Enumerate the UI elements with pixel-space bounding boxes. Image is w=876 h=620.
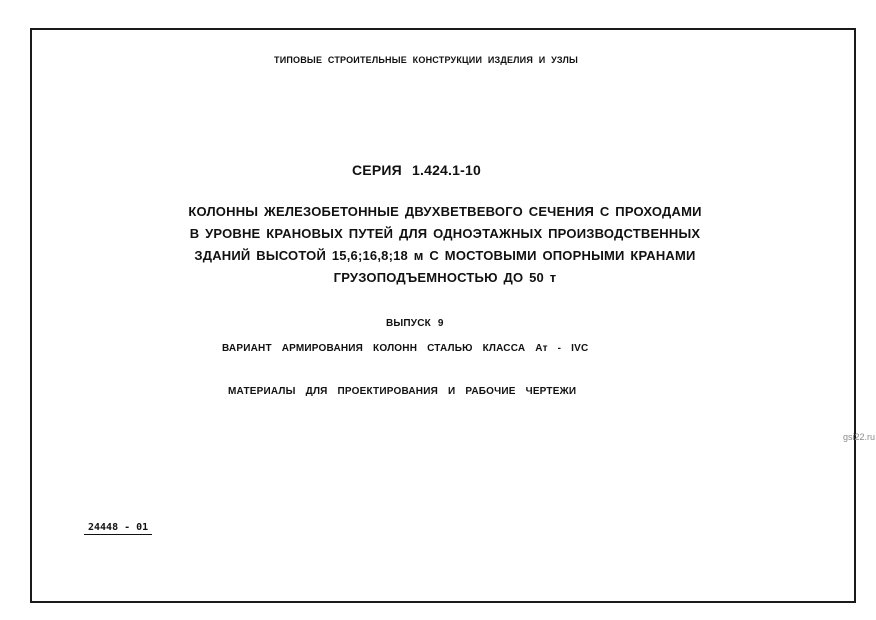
site-watermark: gsi22.ru [843,432,876,442]
title-line-3: ЗДАНИЙ ВЫСОТОЙ 15,6;16,8;18 м С МОСТОВЫМИ ОПОРНЫМИ КРАНАМИ [194,248,696,263]
drawing-frame [30,28,856,603]
issue-number: ВЫПУСК 9 [386,318,444,329]
inventory-code: 24448 - 01 [84,522,152,535]
document-header: ТИПОВЫЕ СТРОИТЕЛЬНЫЕ КОНСТРУКЦИИ ИЗДЕЛИЯ И УЗЛЫ [274,55,579,65]
title-line-2: В УРОВНЕ КРАНОВЫХ ПУТЕЙ ДЛЯ ОДНОЭТАЖНЫХ ПРОИЗВОДСТВЕННЫХ [189,226,701,241]
title-line-1: КОЛОННЫ ЖЕЛЕЗОБЕТОННЫЕ ДВУХВЕТВЕВОГО СЕЧЕНИЯ С ПРОХОДАМИ [188,204,702,219]
materials-description: МАТЕРИАЛЫ ДЛЯ ПРОЕКТИРОВАНИЯ И РАБОЧИЕ ЧЕРТЕЖИ [228,386,577,397]
reinforcement-variant: ВАРИАНТ АРМИРОВАНИЯ КОЛОНН СТАЛЬЮ КЛАССА Ат - IVС [222,343,589,354]
title-line-4: ГРУЗОПОДЪЕМНОСТЬЮ ДО 50 т [333,270,557,285]
series-number: СЕРИЯ 1.424.1-10 [352,162,481,178]
